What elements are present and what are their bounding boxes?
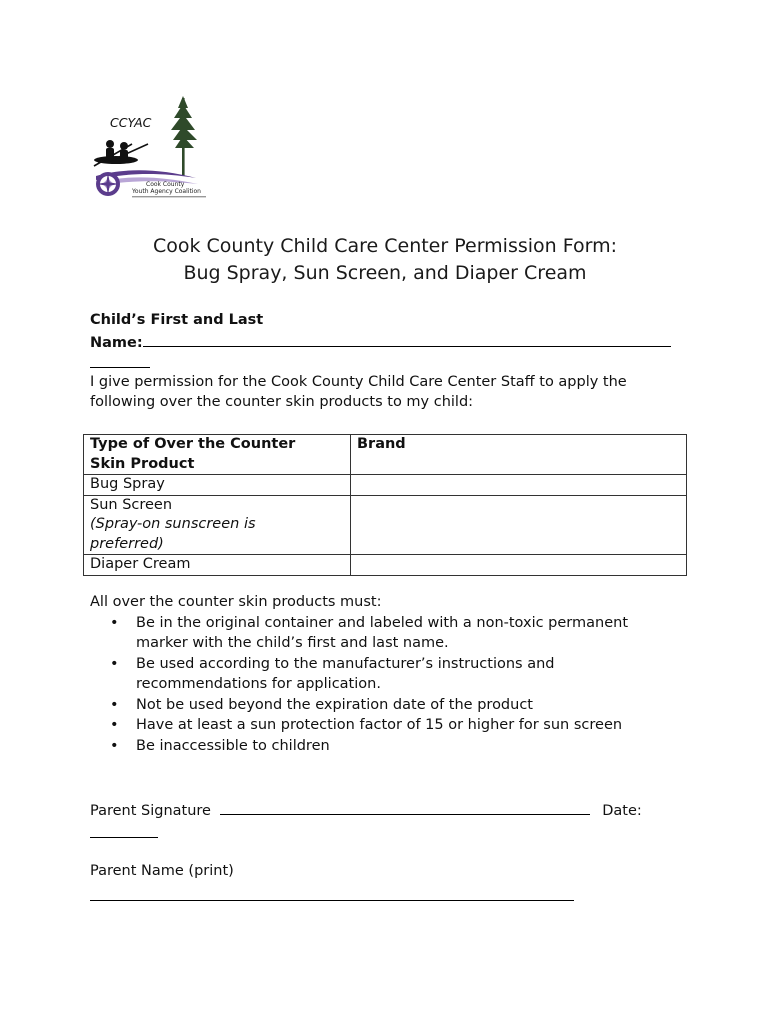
signature-row: [90, 799, 690, 821]
list-item: [136, 654, 628, 695]
tree-icon: [171, 96, 197, 176]
product-sun-screen-cell: [84, 495, 351, 555]
product-bug-spray: Bug Spray: [84, 475, 351, 496]
form-title-line1: Cook County Child Care Center Permission Form:: [152, 235, 618, 257]
requirements-section: [90, 592, 628, 756]
list-item: [136, 736, 628, 757]
child-name-row: [90, 331, 680, 353]
parent-name-field[interactable]: [90, 885, 574, 907]
form-title: [0, 233, 770, 287]
table-header-row: [84, 435, 687, 475]
table-row: [84, 475, 687, 496]
header-brand: Brand: [351, 435, 687, 475]
header-product-type-line1: Type of Over the Counter: [90, 436, 296, 452]
child-name-field-continued[interactable]: [90, 352, 150, 374]
header-product-type: [84, 435, 351, 475]
child-name-label-line1: Child’s First and Last: [90, 312, 264, 328]
list-item: [136, 613, 628, 654]
brand-sun-screen-field[interactable]: [351, 495, 687, 555]
requirement-1-line1: • Be in the original container and labeled with a non-toxic permanent: [136, 614, 629, 631]
compass-icon: [96, 172, 120, 196]
requirement-4: • Have at least a sun protection factor of 15 or higher for sun screen: [136, 717, 623, 733]
logo-org-line2: Youth Agency Coalition: [132, 188, 201, 195]
logo-tagline-bar: [132, 196, 206, 197]
ccyac-logo: [88, 92, 210, 204]
product-diaper-cream: Diaper Cream: [84, 555, 351, 576]
table-row: [84, 495, 687, 555]
requirement-2-line2: recommendations for application.: [136, 676, 381, 692]
brand-bug-spray-field[interactable]: [351, 475, 687, 496]
products-table: [83, 434, 687, 576]
requirement-1-line2: marker with the child’s first and last name.: [136, 635, 449, 651]
permission-statement: [90, 372, 627, 412]
logo-org-line1: Cook County: [146, 181, 185, 188]
requirement-3: • Not be used beyond the expiration date of the product: [136, 696, 533, 713]
parent-signature-field[interactable]: [220, 799, 590, 815]
child-name-field[interactable]: [143, 331, 671, 347]
kayak-icon: [94, 140, 148, 166]
parent-name-label: Parent Name (print): [90, 863, 234, 879]
brand-diaper-cream-field[interactable]: [351, 555, 687, 576]
child-name-label-line2: Name:: [90, 335, 143, 351]
sun-screen-note-line2: preferred): [90, 535, 164, 552]
requirements-intro: All over the counter skin products must:: [90, 594, 382, 610]
requirement-2-line1: • Be used according to the manufacturer’s instructions and: [136, 655, 555, 672]
table-row: [84, 555, 687, 576]
product-sun-screen: Sun Screen: [90, 496, 173, 513]
date-field[interactable]: [90, 822, 158, 844]
form-title-line2: Bug Spray, Sun Screen, and Diaper Cream: [183, 262, 587, 284]
parent-signature-label: Parent Signature: [90, 803, 211, 819]
permission-line1: I give permission for the Cook County Child Care Center Staff to apply the: [90, 374, 627, 390]
list-item: [136, 695, 628, 716]
list-item: [136, 715, 628, 736]
permission-line2: following over the counter skin products to my child:: [90, 394, 474, 410]
sun-screen-note-line1: (Spray-on sunscreen is: [90, 516, 256, 532]
requirements-list: [90, 613, 628, 757]
requirement-5: • Be inaccessible to children: [136, 737, 330, 754]
date-label: Date:: [602, 803, 642, 819]
header-product-type-line2: Skin Product: [90, 455, 195, 472]
logo-acronym: CCYAC: [110, 115, 152, 130]
